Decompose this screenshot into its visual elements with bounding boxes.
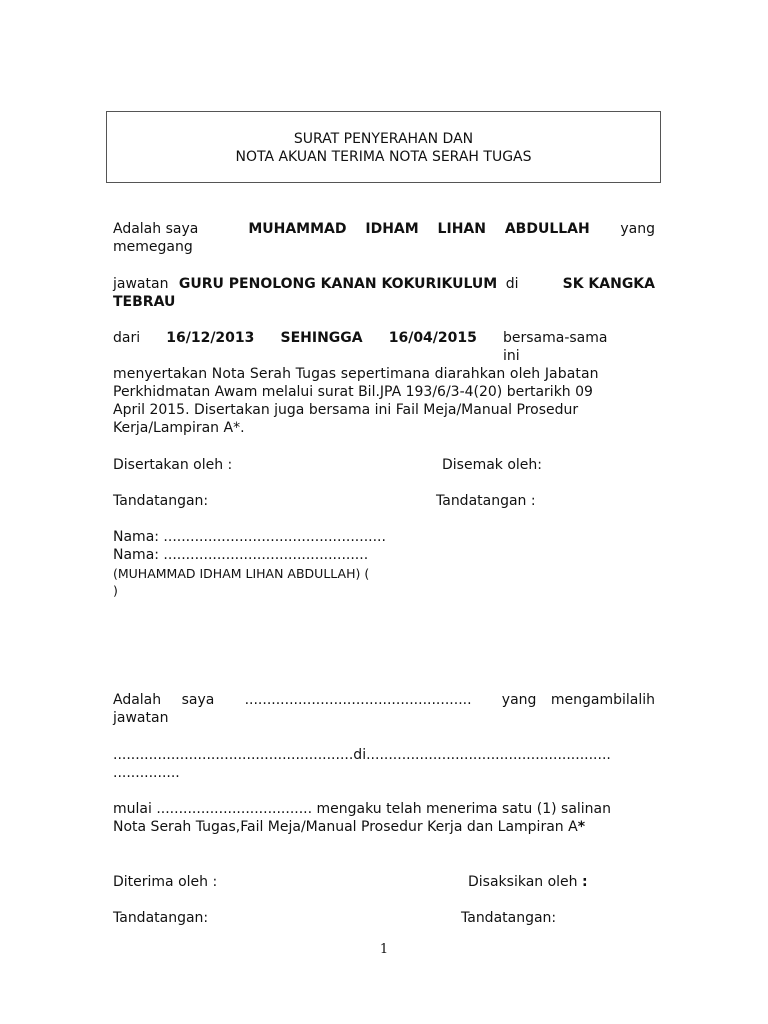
position-prefix [113,275,518,293]
acknowledgement-line-2-text: Nota Serah Tugas,Fail Meja/Manual Prosedur Kerja dan Lampiran A [113,819,578,835]
declarant-name-text: MUHAMMAD IDHAM LIHAN ABDULLAH [248,221,590,237]
takeover-line-1 [113,691,655,709]
title-box [106,111,661,183]
takeover-line-2: jawatan [113,710,169,726]
handover-signature-label: Tandatangan: [113,493,209,509]
name-line-1: Nama: .................................................. [113,529,386,545]
paragraph-position-blank [113,746,655,782]
witness-signature-label: Tandatangan: [461,910,557,926]
takeover-suffix: yang mengambilalih [501,692,655,708]
acknowledgement-star: * [577,819,586,835]
received-by-label: Diterima oleh : [113,874,218,890]
period-line-4: April 2015. Disertakan juga bersama ini Fail Meja/Manual Prosedur [113,402,579,418]
period-line-5: Kerja/Lampiran A*. [113,420,245,436]
period-to-date: 16/04/2015 [388,330,477,346]
declaration-suffix: yang [620,221,655,237]
school-name-part-2: TEBRAU [113,294,176,310]
takeover-prefix: Adalah saya [113,692,215,708]
witnessed-by-colon: : [582,874,588,890]
paragraph-acknowledgement [113,800,655,836]
witnessed-by-text: Disaksikan oleh [468,874,578,890]
paragraph-takeover [113,691,655,727]
period-line-2: menyertakan Nota Serah Tugas sepertimana diarahkan oleh Jabatan [113,366,599,382]
title-line-1: SURAT PENYERAHAN DAN [293,131,474,147]
position-prefix-text: jawatan [113,276,169,292]
position-blank-line-2: ............... [113,765,180,781]
position-line-1 [113,275,655,293]
period-until-label: SEHINGGA [280,330,363,346]
declarant-name [248,220,604,238]
school-name-part-1: SK KANGKA [562,276,655,292]
position-at: di [505,276,519,292]
takeover-name-blank: ................................................... [244,692,472,708]
paragraph-declaration [113,220,655,256]
checker-signature-label: Tandatangan : [436,493,536,509]
period-line-3: Perkhidmatan Awam melalui surat Bil.JPA 193/6/3-4(20) bertarikh 09 [113,384,593,400]
declaration-line-2: memegang [113,239,193,255]
handover-name-parenthetical: (MUHAMMAD IDHAM LIHAN ABDULLAH) ( [113,566,370,581]
receiver-signature-label: Tandatangan: [113,910,209,926]
period-rest-text: bersama-sama ini [502,330,608,364]
closing-parenthesis: ) [113,583,118,598]
period-rest [503,329,655,365]
declaration-line-1 [113,220,655,238]
paragraph-position [113,275,655,311]
title-line-2: NOTA AKUAN TERIMA NOTA SERAH TUGAS [235,149,532,165]
period-from-label: dari [113,330,141,346]
period-line-1 [113,329,655,365]
witnessed-by-label [468,873,588,891]
checked-by-label: Disemak oleh: [442,457,543,473]
paragraph-period [113,329,655,437]
position-blank-line-1: ......................................................di....................................................... [113,747,611,763]
handed-over-by-label: Disertakan oleh : [113,457,233,473]
page-number: 1 [379,942,389,957]
position-title: GURU PENOLONG KANAN KOKURIKULUM [178,276,498,292]
declaration-prefix: Adalah saya [113,221,199,237]
acknowledgement-line-2 [113,818,655,836]
name-line-2: Nama: .............................................. [113,547,369,563]
period-from-date: 16/12/2013 [166,330,255,346]
acknowledgement-line-1: mulai ................................... mengaku telah menerima satu (1) salinan [113,801,612,817]
